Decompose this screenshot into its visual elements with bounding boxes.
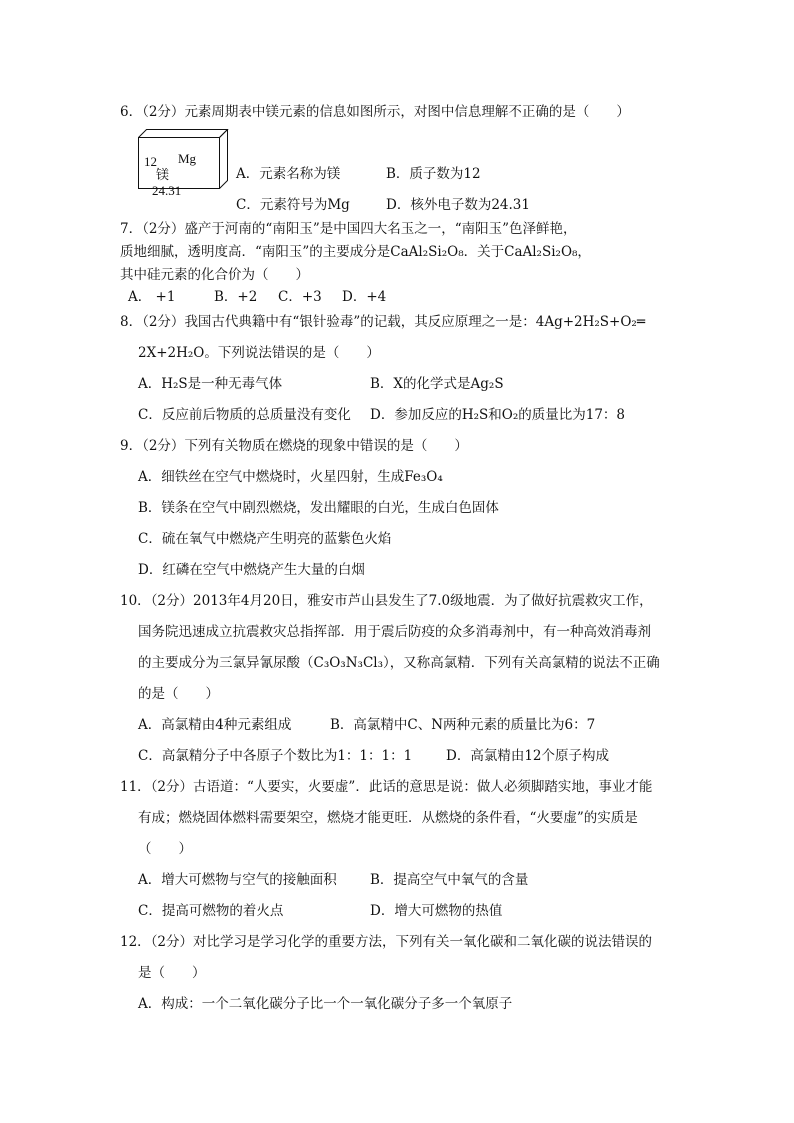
q8-option-b[interactable]: B．X的化学式是Ag₂S: [370, 376, 504, 392]
q9-option-d[interactable]: D．红磷在空气中燃烧产生大量的白烟: [138, 562, 365, 578]
q7-stem-line3: 其中硅元素的化合价为（ ）: [120, 267, 309, 283]
q7-number: 7．: [120, 221, 143, 237]
q12-option-a[interactable]: A．构成：一个二氧化碳分子比一个一氧化碳分子多一个氧原子: [138, 996, 513, 1012]
q7-option-c[interactable]: C．+3: [278, 289, 322, 305]
q7-score: （2分）: [142, 221, 185, 237]
atomic-number: 12: [144, 154, 157, 169]
q8-stem-line1: 8．（2分）我国古代典籍中有“银针验毒”的记载，其反应原理之一是：4Ag+2H₂S+O₂═: [120, 314, 645, 330]
q10-stem-line3: 的主要成分为三氯异氰尿酸（C₃O₃N₃Cl₃），又称高氯精．下列有关高氯精的说法不正确: [138, 655, 660, 671]
q10-option-a[interactable]: A．高氯精由4种元素组成: [138, 717, 292, 733]
q8-stem-line2: 2X+2H₂O。下列说法错误的是（ ）: [138, 345, 380, 361]
element-name: 镁: [156, 168, 170, 183]
q7-option-a[interactable]: A． +1: [128, 289, 176, 305]
q10-stem-line2: 国务院迅速成立抗震救灾总指挥部．用于震后防疫的众多消毒剂中，有一种高效消毒剂: [138, 624, 651, 640]
q6-number: 6．: [120, 104, 143, 120]
q10-number: 10．: [120, 593, 151, 609]
q6-option-a[interactable]: A．元素名称为镁: [236, 166, 341, 182]
q6-stem: 6．（2分）元素周期表中镁元素的信息如图所示，对图中信息理解不正确的是（ ）: [120, 104, 630, 120]
q12-score: （2分）: [150, 934, 194, 950]
q11-stem-line1: 11．（2分）古语道：“人要实，火要虚”．此话的意思是说：做人必须脚踏实地，事业才能: [120, 779, 653, 795]
q11-score: （2分）: [150, 779, 194, 795]
q8-score: （2分）: [142, 314, 185, 330]
q9-option-b[interactable]: B．镁条在空气中剧烈燃烧，发出耀眼的白光，生成白色固体: [138, 500, 499, 516]
q6-option-b[interactable]: B．质子数为12: [386, 166, 481, 182]
q7-stem-line2: 质地细腻，透明度高．“南阳玉”的主要成分是CaAl₂Si₂O₈．关于CaAl₂Si₂O₈，: [120, 244, 591, 260]
q10-stem-line1: 10．（2分）2013年4月20日，雅安市芦山县发生了7.0级地震．为了做好抗震救灾工作，: [120, 593, 653, 609]
q9-number: 9．: [120, 438, 143, 454]
q11-option-c[interactable]: C．提高可燃物的着火点: [138, 903, 284, 919]
q10-option-d[interactable]: D．高氯精由12个原子构成: [446, 748, 610, 764]
q10-stem-line4: 的是（ ）: [138, 686, 219, 702]
q11-option-b[interactable]: B．提高空气中氧气的含量: [370, 872, 529, 888]
q7-option-b[interactable]: B．+2: [214, 289, 258, 305]
q11-number: 11．: [120, 779, 151, 795]
q11-stem-line3: （ ）: [138, 841, 192, 857]
q11-stem-line2: 有成；燃烧固体燃料需要架空，燃烧才能更旺．从燃烧的条件看，“火要虚”的实质是: [138, 810, 638, 826]
q11-option-a[interactable]: A．增大可燃物与空气的接触面积: [138, 872, 337, 888]
q9-option-c[interactable]: C．硫在氧气中燃烧产生明亮的蓝紫色火焰: [138, 531, 392, 547]
q11-option-d[interactable]: D．增大可燃物的热值: [370, 903, 503, 919]
q10-option-b[interactable]: B．高氯精中C、N两种元素的质量比为6：7: [330, 717, 596, 733]
q8-option-a[interactable]: A．H₂S是一种无毒气体: [138, 376, 283, 392]
q9-stem: 9．（2分）下列有关物质在燃烧的现象中错误的是（ ）: [120, 438, 468, 454]
element-symbol: Mg: [178, 151, 197, 166]
q9-option-a[interactable]: A．细铁丝在空气中燃烧时，火星四射，生成Fe₃O₄: [138, 469, 443, 485]
q12-stem-line2: 是（ ）: [138, 965, 206, 981]
q6-score: （2分）: [142, 104, 185, 120]
q12-number: 12．: [120, 934, 151, 950]
q10-score: （2分）: [150, 593, 194, 609]
q7-option-d[interactable]: D．+4: [342, 289, 387, 305]
q9-score: （2分）: [142, 438, 185, 454]
q6-option-d[interactable]: D．核外电子数为24.31: [386, 197, 530, 213]
q12-stem-line1: 12．（2分）对比学习是学习化学的重要方法，下列有关一氧化碳和二氧化碳的说法错误的: [120, 934, 653, 950]
q8-option-c[interactable]: C．反应前后物质的总质量没有变化: [138, 407, 351, 423]
q8-option-d[interactable]: D．参加反应的H₂S和O₂的质量比为17：8: [370, 407, 626, 423]
q10-option-c[interactable]: C．高氯精分子中各原子个数比为1：1：1：1: [138, 748, 413, 764]
q6-option-c[interactable]: C．元素符号为Mg: [236, 197, 350, 213]
magnesium-element-cell: [138, 129, 228, 198]
q7-stem-line1: 7．（2分）盛产于河南的“南阳玉”是中国四大名玉之一，“南阳玉”色泽鲜艳，: [120, 221, 577, 237]
q8-number: 8．: [120, 314, 143, 330]
atomic-mass: 24.31: [152, 183, 182, 198]
